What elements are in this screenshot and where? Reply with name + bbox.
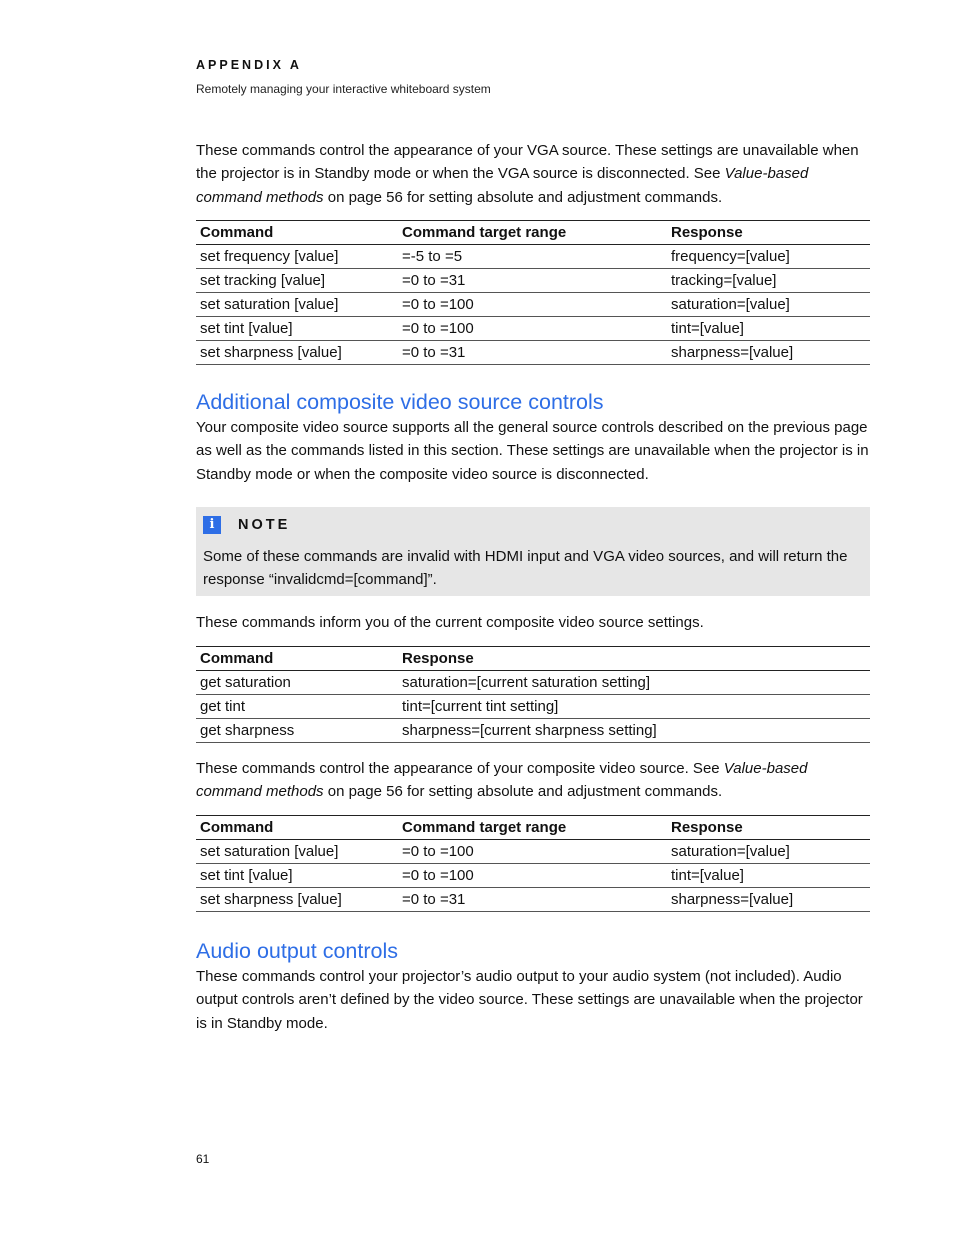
- table-cell: set tint [value]: [196, 864, 398, 888]
- composite-intro: [196, 757, 870, 804]
- table-cell: =0 to =31: [398, 269, 667, 293]
- table-row: [196, 695, 870, 719]
- column-header: Response: [398, 647, 870, 671]
- table-cell: set frequency [value]: [196, 245, 398, 269]
- table-cell: sharpness=[value]: [667, 341, 870, 365]
- column-header: Command: [196, 221, 398, 245]
- column-header: Command target range: [398, 816, 667, 840]
- table-cell: =0 to =100: [398, 317, 667, 341]
- table-row: [196, 245, 870, 269]
- table-row: [196, 293, 870, 317]
- vga-intro-paragraph: These commands control the appearance of your VGA source. These settings are unavailable when the projector is in Standby mode or when the VGA source is disconnected. See Value-based command methods on page 56 for setting absolute and adjustment commands.: [196, 142, 859, 206]
- table-row: [196, 317, 870, 341]
- column-header: Command target range: [398, 221, 667, 245]
- table-cell: =0 to =31: [398, 888, 667, 912]
- note-header: [196, 507, 870, 536]
- info-icon: i: [203, 516, 221, 534]
- get-command-table: [196, 646, 870, 743]
- table-cell: set sharpness [value]: [196, 341, 398, 365]
- composite-table-block: [196, 815, 870, 912]
- table-cell: tint=[value]: [667, 864, 870, 888]
- table-row: [196, 719, 870, 743]
- note-box: [196, 507, 870, 596]
- table-row: [196, 864, 870, 888]
- table-cell: tint=[current tint setting]: [398, 695, 870, 719]
- table-header-row: [196, 221, 870, 245]
- table-row: [196, 671, 870, 695]
- table-cell: set tracking [value]: [196, 269, 398, 293]
- chapter-subtitle: Remotely managing your interactive whiteboard system: [196, 82, 491, 96]
- column-header: Command: [196, 816, 398, 840]
- inform-text-block: [196, 611, 704, 634]
- column-header: Command: [196, 647, 398, 671]
- vga-command-table: [196, 220, 870, 365]
- note-label: NOTE: [238, 517, 291, 533]
- vga-intro-link-text: Value-based command methods: [196, 165, 809, 206]
- column-header: Response: [667, 221, 870, 245]
- table-cell: saturation=[current saturation setting]: [398, 671, 870, 695]
- vga-table-block: [196, 220, 870, 365]
- composite-intro-paragraph: These commands control the appearance of your composite video source. See Value-based command methods on page 56 for setting absolute and adjustment commands.: [196, 760, 808, 801]
- table-cell: saturation=[value]: [667, 293, 870, 317]
- note-container: [196, 507, 870, 596]
- table-cell: saturation=[value]: [667, 840, 870, 864]
- table-header-row: [196, 647, 870, 671]
- table-row: [196, 341, 870, 365]
- table-row: [196, 840, 870, 864]
- table-cell: =0 to =100: [398, 293, 667, 317]
- composite-heading: Additional composite video source controls: [196, 390, 604, 414]
- vga-intro: [196, 139, 870, 209]
- table-cell: =0 to =31: [398, 341, 667, 365]
- table-cell: set saturation [value]: [196, 840, 398, 864]
- table-row: [196, 888, 870, 912]
- table-row: [196, 269, 870, 293]
- appendix-label: APPENDIX A: [196, 58, 302, 72]
- column-header: Response: [667, 816, 870, 840]
- table-cell: sharpness=[current sharpness setting]: [398, 719, 870, 743]
- table-cell: get sharpness: [196, 719, 398, 743]
- composite-paragraph: Your composite video source supports all the general source controls described on the previous page as well as the commands listed in this section. These settings are unavailable when the projector is in Standby mode or when the composite video source is disconnected.: [196, 419, 869, 483]
- table-cell: =-5 to =5: [398, 245, 667, 269]
- table-cell: tint=[value]: [667, 317, 870, 341]
- note-text: Some of these commands are invalid with HDMI input and VGA video sources, and will return the response “invalidcmd=[command]”.: [203, 548, 848, 589]
- table-cell: =0 to =100: [398, 840, 667, 864]
- page-number: 61: [196, 1152, 210, 1166]
- table-cell: set saturation [value]: [196, 293, 398, 317]
- table-cell: tracking=[value]: [667, 269, 870, 293]
- table-cell: sharpness=[value]: [667, 888, 870, 912]
- table-cell: set sharpness [value]: [196, 888, 398, 912]
- table-cell: =0 to =100: [398, 864, 667, 888]
- audio-heading: Audio output controls: [196, 939, 398, 963]
- table-cell: set tint [value]: [196, 317, 398, 341]
- composite-command-table: [196, 815, 870, 912]
- get-table-block: [196, 646, 870, 743]
- table-header-row: [196, 816, 870, 840]
- audio-section: [196, 938, 870, 1035]
- inform-paragraph: These commands inform you of the current composite video source settings.: [196, 614, 704, 631]
- composite-section: [196, 389, 870, 486]
- table-cell: get tint: [196, 695, 398, 719]
- audio-paragraph: These commands control your projector’s audio output to your audio system (not included). Audio output controls aren’t defined by the video source. These settings are unavailable when the projector is in Standby mode.: [196, 968, 863, 1032]
- table-cell: frequency=[value]: [667, 245, 870, 269]
- table-cell: get saturation: [196, 671, 398, 695]
- composite-intro-link-text: Value-based command methods: [196, 760, 808, 801]
